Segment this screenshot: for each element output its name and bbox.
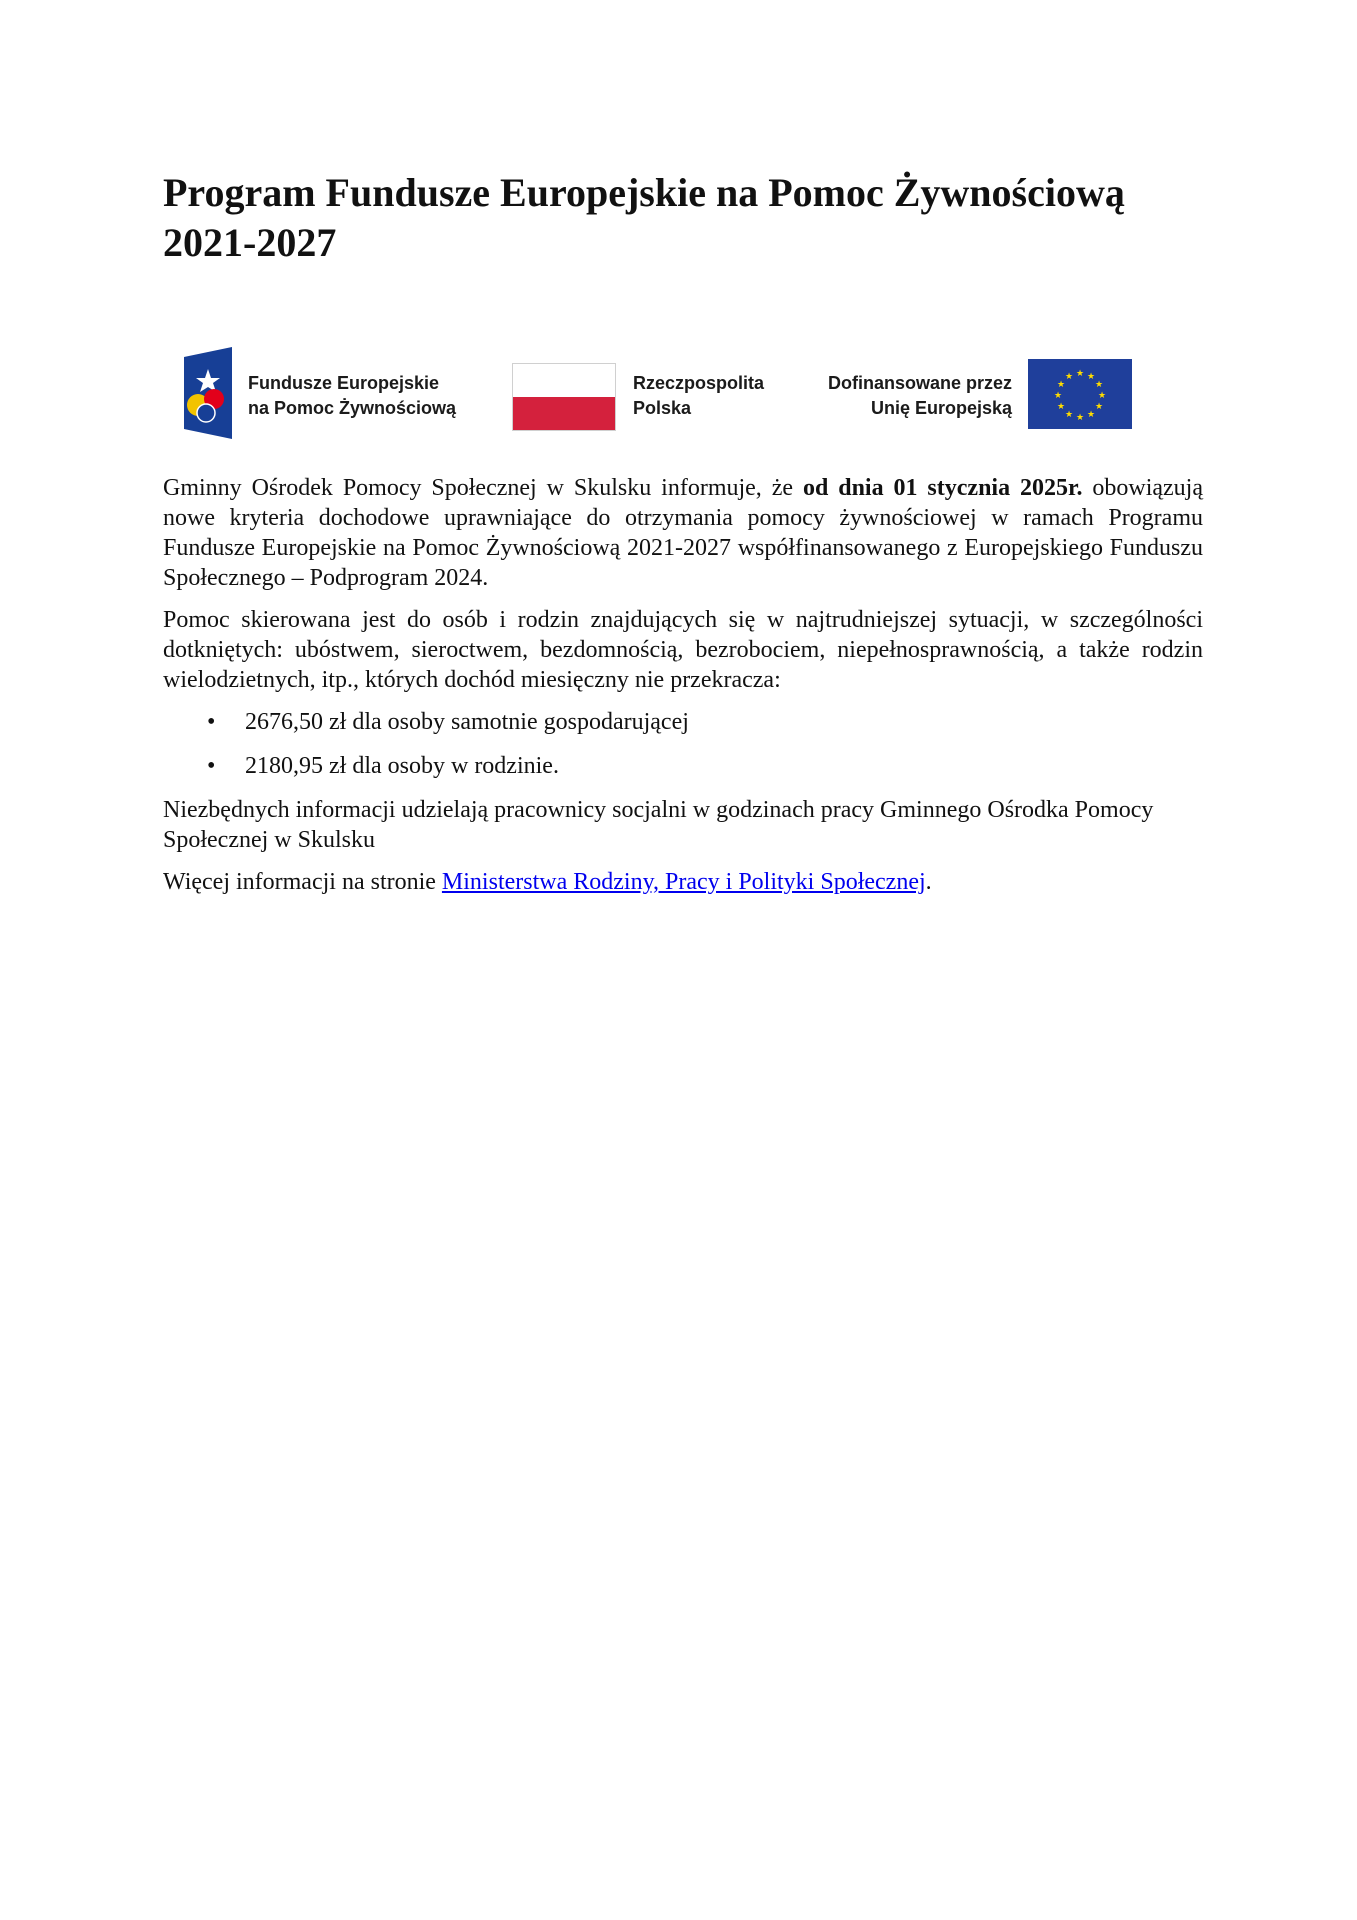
- pl-logo-line-1: Rzeczpospolita: [633, 373, 765, 393]
- eu-logo-text: [812, 371, 1012, 421]
- intro-text-end: obowiązują nowe kryteria dochodowe uprawniające do otrzymania pomocy żywnościowej w ramach Programu Fundusze Europejskie na Pomoc Żywnościową 2021-2027 współfinansowanego z Europejskiego Funduszu Społecznego – Podprogram 2024.: [163, 475, 1203, 591]
- svg-text:★: ★: [1097, 391, 1107, 401]
- more-info-period: .: [925, 869, 932, 895]
- svg-text:★: ★: [1075, 369, 1085, 379]
- fe-logo-text: [248, 371, 456, 421]
- flag-red-stripe: [513, 397, 615, 430]
- svg-text:★: ★: [1086, 372, 1096, 382]
- svg-text:★: ★: [1094, 380, 1104, 390]
- paragraph-more-info: [163, 867, 1203, 897]
- svg-text:★: ★: [1086, 410, 1096, 420]
- svg-text:★: ★: [1056, 380, 1066, 390]
- list-item-text: 2180,95 zł dla osoby w rodzinie.: [245, 753, 559, 779]
- bullet-icon: •: [207, 753, 216, 779]
- pl-logo-text: [633, 371, 764, 421]
- fundusze-europejskie-icon: [184, 347, 232, 439]
- svg-text:★: ★: [1056, 402, 1066, 412]
- logo-bar: [182, 343, 1142, 443]
- paragraph-intro: [163, 473, 1203, 593]
- eu-logo-line-2: Unię Europejską: [870, 398, 1012, 418]
- list-item: [163, 751, 1203, 781]
- paragraph-contact: Niezbędnych informacji udzielają pracownicy socjalni w godzinach pracy Gminnego Ośrodka Pomocy Społecznej w Skulsku: [163, 797, 1154, 853]
- svg-text:★: ★: [1064, 410, 1074, 420]
- title-line-2: 2021-2027: [163, 220, 337, 265]
- logo-rzeczpospolita-polska: [512, 363, 812, 443]
- svg-text:★: ★: [1064, 372, 1074, 382]
- list-item: [163, 707, 1203, 737]
- document-body: [163, 473, 1203, 909]
- paragraph-eligibility: Pomoc skierowana jest do osób i rodzin znajdujących się w najtrudniejszej sytuacji, w szczególności dotkniętych: ubóstwem, sieroctwem, bezdomnością, bezrobociem, niepełnosprawnością, a także rodzin wielodzietnych, itp., których dochód miesięczny nie przekracza:: [163, 607, 1203, 693]
- fe-logo-line-2: na Pomoc Żywnościową: [248, 398, 457, 418]
- svg-text:★: ★: [1094, 402, 1104, 412]
- ministry-link[interactable]: Ministerstwa Rodziny, Pracy i Polityki Społecznej: [441, 869, 926, 895]
- income-criteria-list: [163, 707, 1203, 781]
- more-info-text: Więcej informacji na stronie: [163, 869, 442, 895]
- pl-logo-line-2: Polska: [633, 398, 692, 418]
- intro-text-start: Gminny Ośrodek Pomocy Społecznej w Skulsku informuje, że: [163, 475, 803, 501]
- fe-logo-line-1: Fundusze Europejskie: [248, 373, 440, 393]
- flag-white-stripe: [513, 364, 615, 397]
- title-line-1: Program Fundusze Europejskie na Pomoc Żywnościową: [163, 170, 1125, 215]
- eu-flag-icon: [1028, 359, 1132, 429]
- svg-text:★: ★: [1075, 413, 1085, 423]
- logo-fundusze-europejskie: [182, 343, 482, 443]
- eu-logo-line-1: Dofinansowane przez: [827, 373, 1012, 393]
- logo-unia-europejska: [812, 359, 1142, 439]
- polish-flag-icon: [512, 363, 616, 431]
- list-item-text: 2676,50 zł dla osoby samotnie gospodarującej: [245, 709, 689, 735]
- bullet-icon: •: [207, 709, 216, 735]
- page-title: [163, 168, 1203, 268]
- svg-text:★: ★: [1053, 391, 1063, 401]
- intro-date-bold: od dnia 01 stycznia 2025r.: [802, 475, 1083, 501]
